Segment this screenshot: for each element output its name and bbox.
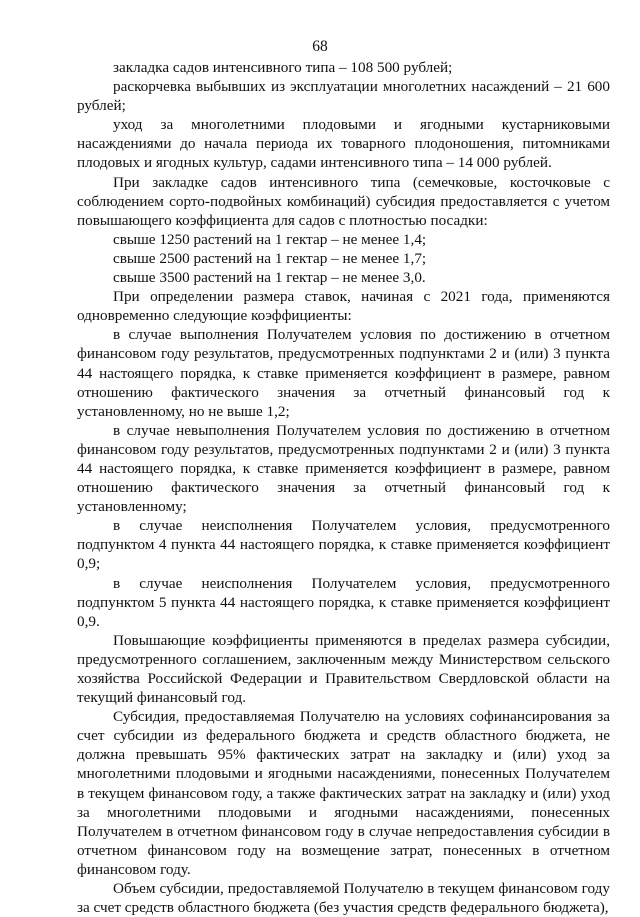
paragraph-coefficient-limits: Повышающие коэффициенты применяются в пределах размера субсидии, предусмотренного соглашением, заключенным между Министерством сельского хозяйства Российской Федерации и Правительством Свердловской области на текущий финансовый год.	[77, 631, 610, 707]
paragraph-density-2500: свыше 2500 растений на 1 гектар – не менее 1,7;	[113, 249, 427, 267]
paragraph-planting-rate: закладка садов интенсивного типа – 108 500 рублей;	[113, 59, 453, 76]
document-body	[77, 58, 610, 917]
paragraph-density-3500: свыше 3500 растений на 1 гектар – не менее 3,0.	[113, 269, 426, 287]
paragraph-coefficient-subclause-5: в случае неисполнения Получателем условия, предусмотренного подпунктом 5 пункта 44 настоящего порядка, к ставке применяется коэффициент 0,9.	[77, 574, 610, 630]
paragraph-coefficient-fulfilled: в случае выполнения Получателем условия по достижению в отчетном финансовом году результатов, предусмотренных подпунктами 2 и (или) 3 пункта 44 настоящего порядка, к ставке применяется коэффициент в размере, равном отношению фактического значения за отчетный финансовый год к установленному, но не выше 1,2;	[77, 326, 610, 420]
page-number: 68	[312, 38, 328, 55]
paragraph-regional-subsidy: Объем субсидии, предоставляемой Получателю в текущем финансовом году за счет средств областного бюджета (без участия средств федерального бюджета),	[77, 880, 610, 917]
paragraph-uprooting-rate: раскорчевка выбывших из эксплуатации многолетних насаждений – 21 600 рублей;	[77, 78, 610, 115]
paragraph-coefficient-not-fulfilled: в случае невыполнения Получателем условия по достижению в отчетном финансовом году результатов, предусмотренных подпунктами 2 и (или) 3 пункта 44 настоящего порядка, к ставке применяется коэффициент в размере, равном отношению фактического значения за отчетный финансовый год к установленному;	[77, 421, 610, 516]
paragraph-density-1250: свыше 1250 растений на 1 гектар – не менее 1,4;	[113, 230, 427, 248]
paragraph-coefficients-intro: При определении размера ставок, начиная с 2021 года, применяются одновременно следующие коэффициенты:	[77, 288, 610, 325]
paragraph-subsidy-cap: Субсидия, предоставляемая Получателю на условиях софинансирования за счет субсидии из федерального бюджета и средств областного бюджета, не должна превышать 95% фактических затрат на закладку и (или) уход за многолетними плодовыми и ягодными насаждениями, понесенных Получателем в текущем финансовом году, а также фактических затрат на закладку и (или) уход за многолетними плодовыми и ягодными насаждениями, понесенных Получателем в отчетном финансовом году в случае непредоставления субсидии в отчетном финансовом году на возмещение затрат, понесенных в отчетном финансовом году.	[77, 708, 610, 878]
paragraph-planting-coefficient-intro: При закладке садов интенсивного типа (семечковые, косточковые с соблюдением сорто-подвойных комбинаций) субсидия предоставляется с учетом повышающего коэффициента для садов с плотностью посадки:	[77, 173, 610, 229]
paragraph-care-rate: уход за многолетними плодовыми и ягодными кустарниковыми насаждениями до начала периода их товарного плодоношения, питомниками плодовых и ягодных культур, садами интенсивного типа – 14 000 рублей.	[77, 116, 610, 172]
paragraph-coefficient-subclause-4: в случае неисполнения Получателем условия, предусмотренного подпунктом 4 пункта 44 настоящего порядка, к ставке применяется коэффициент 0,9;	[77, 517, 610, 573]
